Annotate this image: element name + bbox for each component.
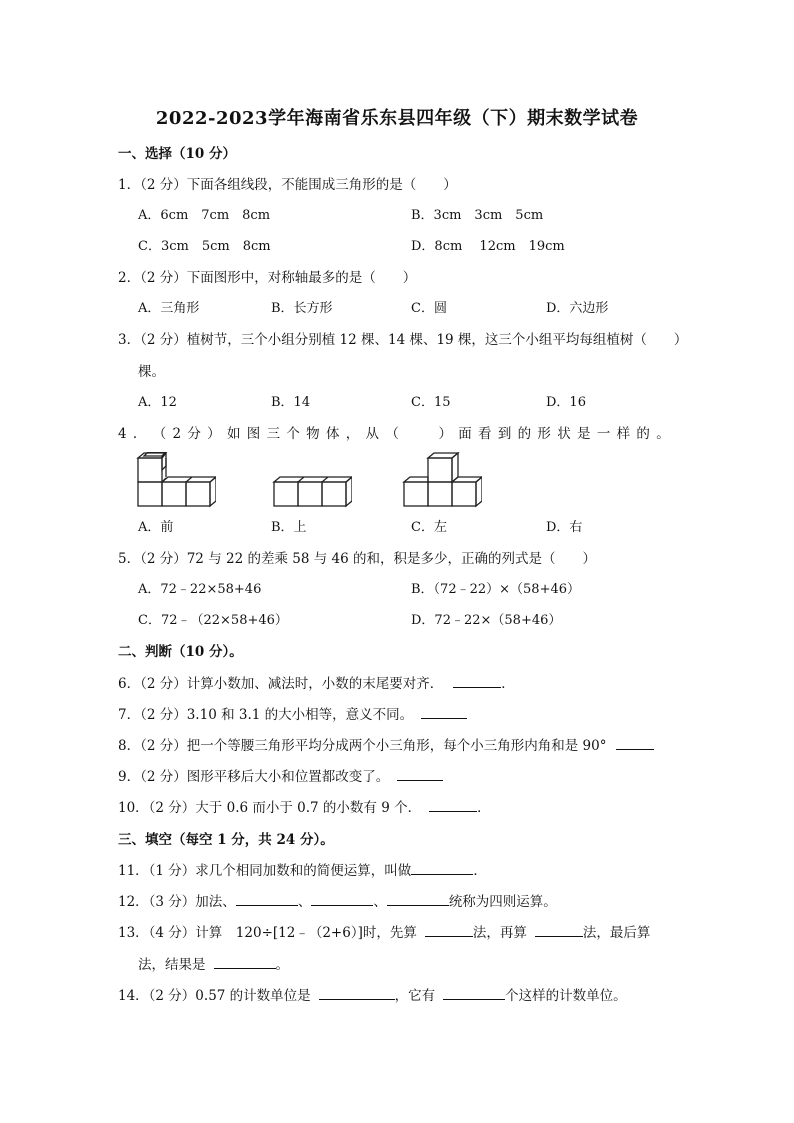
question-1-option-a: A．6cm 7cm 8cm [138, 208, 271, 223]
question-5-option-c: C．72﹣（22×58+46） [138, 613, 288, 628]
question-12-separator-2: 、 [373, 894, 387, 910]
question-1-stem: 1．（2 分）下面各组线段，不能围成三角形的是（ ） [118, 177, 457, 193]
question-4-stem-char [405, 425, 432, 443]
question-2-option-a: A．三角形 [138, 301, 200, 316]
question-4-stem-char: 样 [616, 426, 631, 442]
question-4-option-b: B．上 [271, 520, 307, 535]
question-4-stem-char: （ [152, 426, 167, 442]
question-12-separator-1: 、 [297, 894, 312, 910]
question-2-option-d: D．六边形 [546, 301, 609, 316]
question-4-stem-char: 4 [118, 426, 127, 442]
question-14-tail: 个这样的计数单位。 [505, 988, 627, 1004]
question-12-text: 12．（3 分）加法、 [118, 894, 236, 910]
question-14-answer-blank-2[interactable] [443, 987, 505, 1000]
question-4-stem-char: 物 [306, 426, 320, 442]
question-4-stem-char: 。 [656, 426, 670, 442]
question-2-option-b: B．长方形 [271, 301, 333, 316]
question-4-option-a: A．前 [138, 520, 174, 535]
question-7-text: 7．（2 分）3.10 和 3.1 的大小相等，意义不同。 [118, 707, 414, 723]
question-10-text: 10．（2 分）大于 0.6 而小于 0.7 的小数有 9 个． [118, 800, 422, 816]
question-12-tail: 统称为四则运算。 [448, 894, 557, 910]
page-title: 2022-2023学年海南省乐东县四年级（下）期末数学试卷 [155, 108, 639, 129]
question-7-answer-blank[interactable] [421, 706, 467, 719]
question-3-option-a: A．12 [138, 395, 177, 410]
section-heading-judgement: 二、判断（10 分）。 [118, 644, 243, 660]
question-4-stem-char: 是 [577, 426, 591, 442]
question-13-answer-blank-2[interactable] [535, 924, 583, 937]
question-13-mid-1: 法，再算 [472, 925, 527, 941]
question-11-answer-blank[interactable] [411, 862, 473, 875]
question-13-text: 13．（4 分）计算 120÷[12﹣（2+6）]时，先算 [118, 925, 417, 941]
question-4-stem-char: 的 [636, 426, 650, 442]
question-6-end: ． [501, 676, 515, 692]
question-8 [118, 737, 654, 755]
question-13-line2-end: 。 [275, 957, 289, 973]
question-4-stem-char: 的 [517, 426, 532, 442]
question-10 [118, 799, 491, 817]
question-14-mid: ，它有 [394, 988, 436, 1004]
question-4-stem-char: 从 [365, 426, 380, 442]
question-4-stem-char: ） [207, 426, 221, 442]
question-4-option-c: C．左 [411, 520, 447, 535]
question-4-stem-char: 体 [325, 426, 340, 442]
solid-figure-1 [136, 452, 216, 510]
question-13-mid-2: 法，最后算 [582, 925, 651, 941]
question-4-stem-char: ， [345, 426, 360, 442]
question-3-stem: 3．（2 分）植树节，三个小组分别植 12 棵、14 棵、19 棵，这三个小组平均每组植树（ ） [118, 332, 688, 348]
question-5-stem: 5．（2 分）72 与 22 的差乘 58 与 46 的和，积是多少，正确的列式是（ ） [118, 551, 596, 567]
question-12-answer-blank-3[interactable] [387, 893, 449, 906]
question-13-continued [138, 956, 289, 974]
question-1-option-c: C．3cm 5cm 8cm [138, 239, 271, 254]
question-13-answer-blank-3[interactable] [214, 956, 276, 969]
question-4-stem-char: 如 [226, 426, 241, 442]
question-12 [118, 893, 557, 911]
section-heading-fill-in: 三、填空（每空 1 分，共 24 分）。 [118, 832, 334, 848]
question-2-option-c: C．圆 [411, 301, 447, 316]
question-11-text: 11．（1 分）求几个相同加数和的简便运算，叫做 [118, 863, 412, 879]
question-4-stem-char: 三 [266, 426, 281, 442]
question-4-stem-char: 图 [246, 426, 261, 442]
question-14-text: 14．（2 分）0.57 的计数单位是 [118, 988, 311, 1004]
section-heading-choice: 一、选择（10 分） [118, 146, 236, 162]
question-4-stem-char: 形 [537, 426, 551, 442]
question-12-answer-blank-1[interactable] [236, 893, 298, 906]
question-12-answer-blank-2[interactable] [311, 893, 373, 906]
question-3-option-b: B．14 [271, 395, 311, 410]
question-4-stem-char: 分 [187, 426, 201, 442]
question-9 [118, 768, 443, 786]
solid-figure-3 [402, 452, 482, 510]
question-4-stem-char: 一 [596, 426, 611, 442]
question-1-option-d: D．8cm 12cm 19cm [411, 239, 565, 254]
question-7 [118, 706, 467, 724]
question-2-stem: 2．（2 分）下面图形中，对称轴最多的是（ ） [118, 270, 417, 286]
question-10-answer-blank[interactable] [429, 799, 477, 812]
question-4-stem-char: 状 [557, 426, 571, 442]
question-6 [118, 675, 515, 693]
question-10-end: ． [477, 800, 491, 816]
question-5-option-a: A．72﹣22×58+46 [138, 582, 262, 597]
question-3-stem-continued: 棵。 [138, 364, 165, 380]
question-5-option-d: D．72﹣22×（58+46） [411, 613, 562, 628]
question-9-text: 9．（2 分）图形平移后大小和位置都改变了。 [118, 769, 390, 785]
question-13-line2-text: 法，结果是 [138, 957, 206, 973]
question-4-stem-char: 2 [172, 426, 182, 442]
question-6-answer-blank[interactable] [453, 675, 501, 688]
question-4-stem-char: 个 [286, 426, 300, 442]
question-11-end: ． [473, 863, 487, 879]
question-4-stem-char: 看 [478, 426, 492, 442]
question-4-stem-char: （ [385, 426, 399, 442]
question-4-stem-char: ． [132, 426, 147, 442]
question-4-stem [118, 425, 670, 443]
question-9-answer-blank[interactable] [397, 768, 443, 781]
question-3-option-c: C．15 [411, 395, 451, 410]
question-3-option-d: D．16 [546, 395, 586, 410]
question-8-text: 8．（2 分）把一个等腰三角形平均分成两个小三角形，每个小三角形内角和是 90° [118, 738, 607, 754]
solid-figure-2 [272, 474, 352, 510]
question-11 [118, 862, 487, 880]
question-14-answer-blank-1[interactable] [319, 987, 395, 1000]
question-4-stem-char: 面 [458, 426, 472, 442]
question-5-option-b: B．（72﹣22）×（58+46） [411, 582, 581, 597]
question-4-stem-char: ） [438, 426, 452, 442]
question-4-stem-char: 到 [497, 426, 512, 442]
question-13-answer-blank-1[interactable] [425, 924, 473, 937]
question-14 [118, 987, 627, 1005]
question-1-option-b: B．3cm 3cm 5cm [411, 208, 544, 223]
question-8-answer-blank[interactable] [616, 737, 654, 750]
question-4-option-d: D．右 [546, 520, 583, 535]
question-6-text: 6．（2 分）计算小数加、减法时，小数的末尾要对齐． [118, 676, 444, 692]
question-13 [118, 924, 650, 942]
